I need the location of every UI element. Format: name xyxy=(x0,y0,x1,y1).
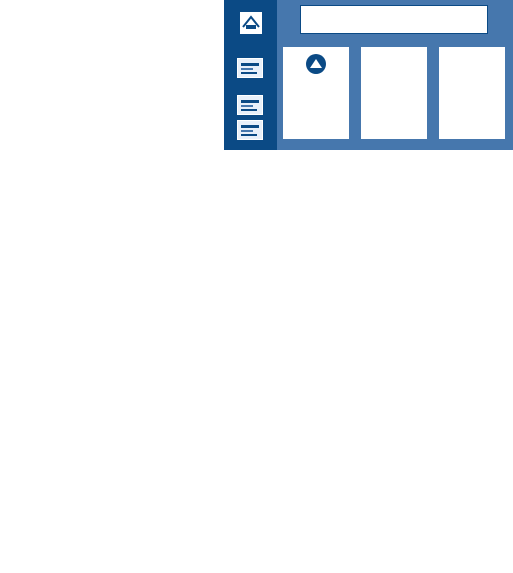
title-row xyxy=(0,0,513,45)
single-tariffs-banner xyxy=(300,5,488,34)
included-cell xyxy=(0,45,224,150)
salt-mine-ticket-icon xyxy=(237,95,263,115)
combo-ticket-cell xyxy=(224,45,277,150)
main-logo-cell xyxy=(224,0,277,45)
included-row xyxy=(0,45,513,150)
salt-mine-logo-icon xyxy=(238,10,264,36)
miner-emblem-icon xyxy=(305,53,327,75)
funicular-or-cablecar-ticket-card xyxy=(439,47,505,139)
title-cell xyxy=(0,0,224,45)
funicular-and-cablecar-ticket-card xyxy=(361,47,427,139)
salt-mine-ticket-card xyxy=(283,47,349,139)
funicular-ticket-icon xyxy=(237,58,263,78)
cablecar-ticket-icon xyxy=(237,120,263,140)
